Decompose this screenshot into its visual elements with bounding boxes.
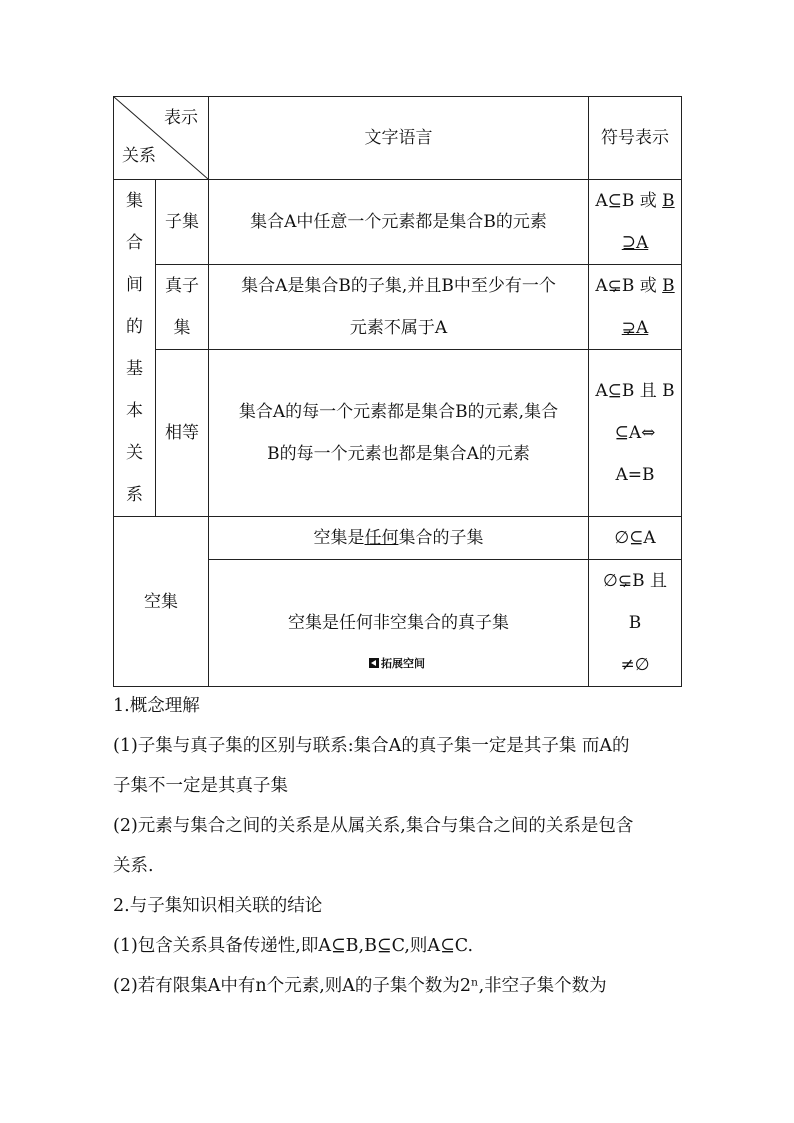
paragraph-line: 关系. <box>113 856 154 876</box>
diagonal-header-cell <box>114 97 209 180</box>
empty-set-row2-symbol: ∅⊊B 且 B ≠∅ <box>589 560 682 687</box>
empty-set-row1-text: 空集是任何集合的子集 <box>209 517 589 560</box>
table-row-equal <box>114 350 682 517</box>
empty-set-row2-text: 空集是任何非空集合的真子集 <box>209 560 589 687</box>
set-relations-table <box>113 96 682 687</box>
explanation-section <box>113 686 685 1006</box>
table-row-subset <box>114 180 682 265</box>
header-represent-label: 表示 <box>164 108 198 128</box>
paragraph-line: (2)元素与集合之间的关系是从属关系,集合与集合之间的关系是包含 <box>113 816 634 836</box>
paragraph-line: 2.与子集知识相关联的结论 <box>113 896 323 916</box>
header-symbol: 符号表示 <box>589 97 682 180</box>
table-header-row <box>114 97 682 180</box>
row-symbol-equal: A⊆B 且 B ⊆A⇔ A=B <box>589 350 682 517</box>
extension-space-label: 拓展空间 <box>381 657 425 670</box>
empty-set-label: 空集 <box>114 517 209 687</box>
row-symbol-subset: A⊆B 或 B ⊇A <box>589 180 682 265</box>
row-name-equal: 相等 <box>156 350 209 517</box>
paragraph-line: 1.概念理解 <box>113 696 200 716</box>
paragraph-line: (1)子集与真子集的区别与联系:集合A的真子集一定是其子集 而A的 <box>113 736 630 756</box>
row-name-proper-subset: 真子 集 <box>156 265 209 350</box>
row-name-subset: 子集 <box>156 180 209 265</box>
paragraph-line: 子集不一定是其真子集 <box>113 776 288 796</box>
row-text-equal: 集合A的每一个元素都是集合B的元素,集合 B的每一个元素也都是集合A的元素 <box>209 350 589 517</box>
extension-space-note <box>0 655 794 671</box>
group-label-basic-relations: 集 合 间 的 基 本 关 系 <box>114 180 156 517</box>
table-row-proper-subset <box>114 265 682 350</box>
header-relation-label: 关系 <box>122 146 156 166</box>
paragraph-line: (1)包含关系具备传递性,即A⊆B,B⊆C,则A⊆C. <box>113 936 474 956</box>
table-row-empty-set-1 <box>114 517 682 560</box>
row-text-subset: 集合A中任意一个元素都是集合B的元素 <box>209 180 589 265</box>
header-text-language: 文字语言 <box>209 97 589 180</box>
row-symbol-proper-subset: A⊊B 或 B ⊋A <box>589 265 682 350</box>
speaker-icon <box>369 658 379 668</box>
row-text-proper-subset: 集合A是集合B的子集,并且B中至少有一个 元素不属于A <box>209 265 589 350</box>
empty-set-row1-symbol: ∅⊆A <box>589 517 682 560</box>
paragraph-line: (2)若有限集A中有n个元素,则A的子集个数为2ⁿ,非空子集个数为 <box>113 976 607 996</box>
